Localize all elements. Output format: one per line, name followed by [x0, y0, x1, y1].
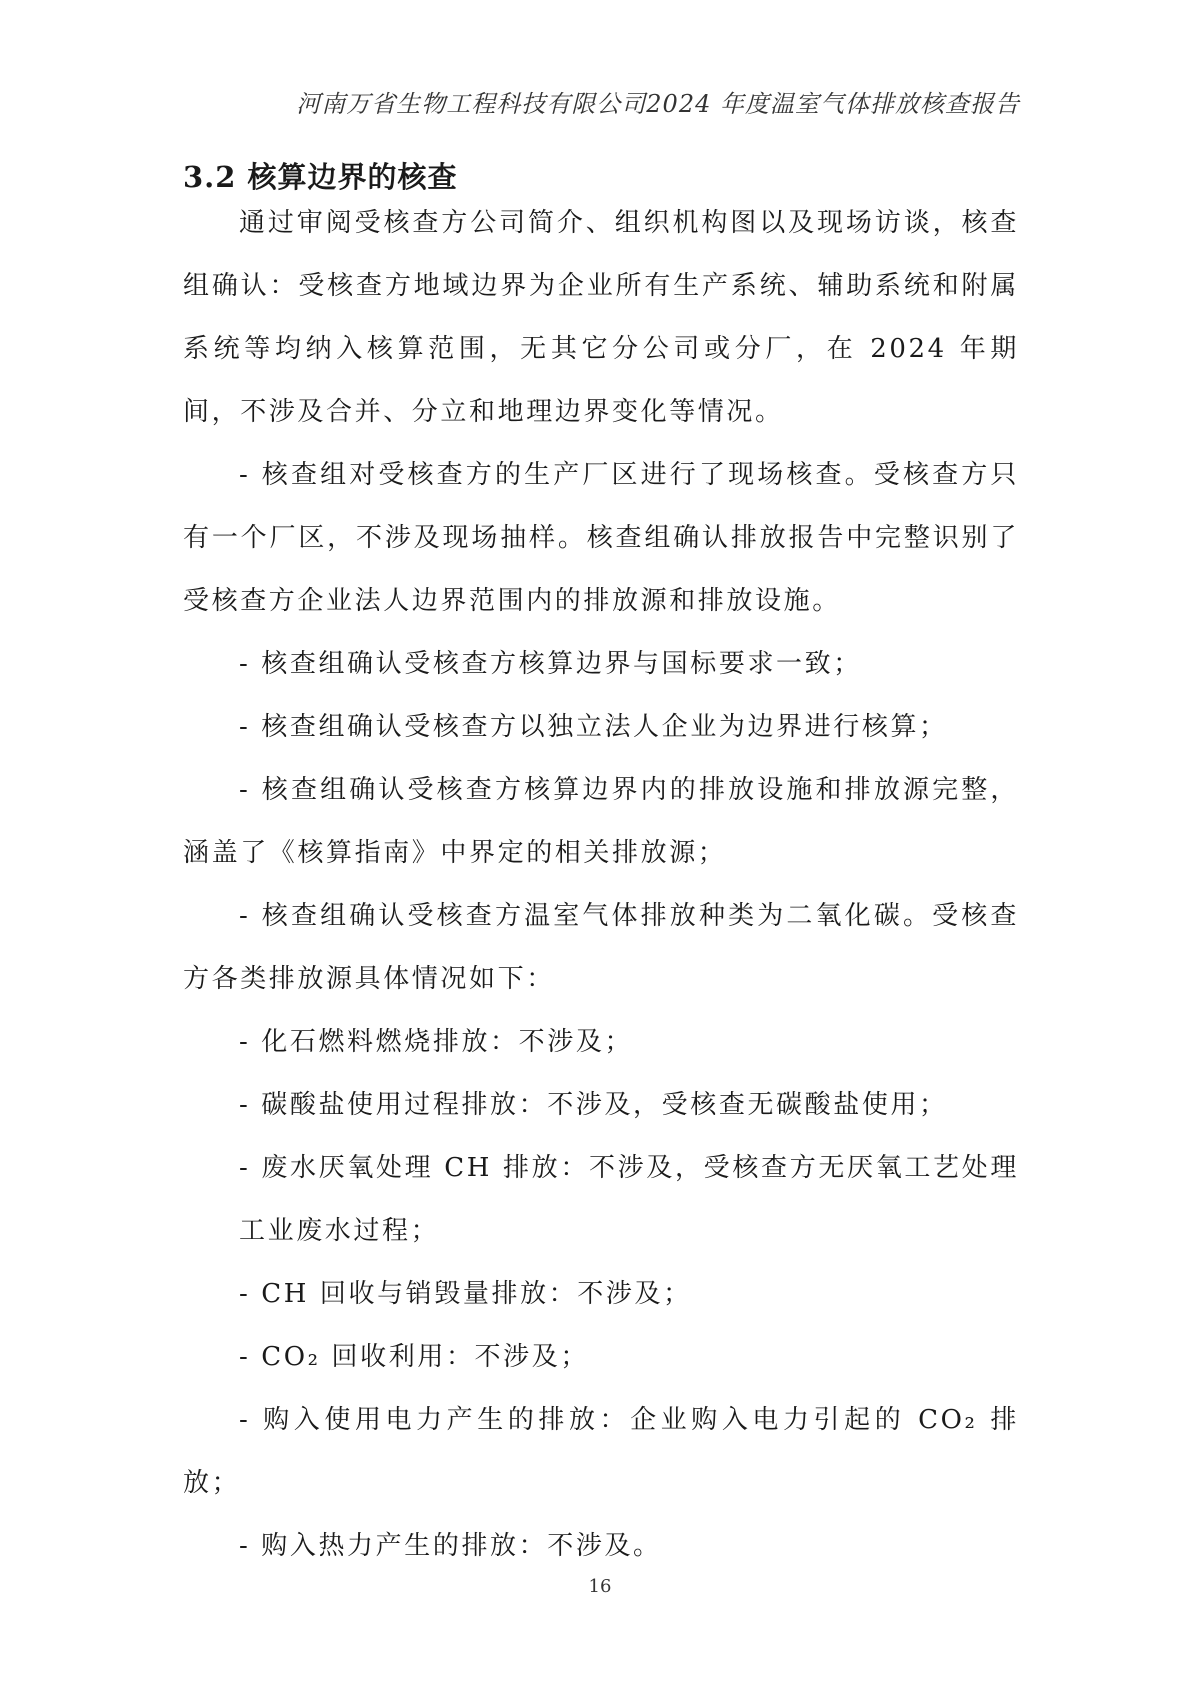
paragraph-site-inspection: - 核查组对受核查方的生产厂区进行了现场核查。受核查方只有一个厂区，不涉及现场抽样。核查组确认排放报告中完整识别了受核查方企业法人边界范围内的排放源和排放设施。	[183, 460, 1019, 616]
list-item: - 核查组确认受核查方以独立法人企业为边界进行核算；	[239, 712, 948, 742]
list-item: - 碳酸盐使用过程排放：不涉及，受核查无碳酸盐使用；	[239, 1090, 948, 1120]
list-item: - 废水厌氧处理 CH 排放：不涉及，受核查方无厌氧工艺处理工业废水过程；	[239, 1153, 1019, 1246]
list-item: - CO₂ 回收利用：不涉及；	[239, 1342, 589, 1372]
list-item: - 核查组确认受核查方核算边界与国标要求一致；	[239, 649, 862, 679]
page-number: 16	[588, 1576, 612, 1597]
page-header: 河南万省生物工程科技有限公司2024 年度温室气体排放核查报告	[296, 90, 1020, 118]
list-item: - 核查组确认受核查方核算边界内的排放设施和排放源完整，涵盖了《核算指南》中界定的相关排放源；	[183, 775, 1019, 868]
list-item: - CH 回收与销毁量排放：不涉及；	[239, 1279, 692, 1309]
section-title: 3.2 核算边界的核查	[183, 160, 458, 194]
list-item: - 化石燃料燃烧排放：不涉及；	[239, 1027, 634, 1057]
list-item: - 核查组确认受核查方温室气体排放种类为二氧化碳。受核查方各类排放源具体情况如下：	[183, 901, 1019, 994]
list-item: - 购入热力产生的排放：不涉及。	[239, 1531, 662, 1561]
body-text	[183, 192, 1019, 1578]
list-item: - 购入使用电力产生的排放：企业购入电力引起的 CO₂ 排放；	[183, 1405, 1019, 1498]
paragraph-boundary-confirmation: 通过审阅受核查方公司简介、组织机构图以及现场访谈，核查组确认：受核查方地域边界为企业所有生产系统、辅助系统和附属系统等均纳入核算范围，无其它分公司或分厂，在 2024 年期间，不涉及合并、分立和地理边界变化等情况。	[183, 208, 1019, 427]
